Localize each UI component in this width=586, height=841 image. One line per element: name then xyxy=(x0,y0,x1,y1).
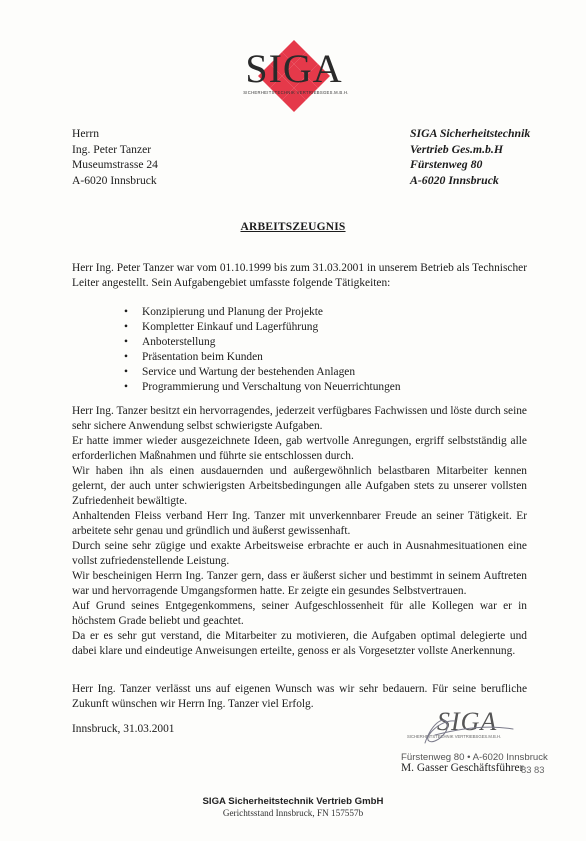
closing-paragraph: Herr Ing. Tanzer verlässt uns auf eigenen Wunsch was wir sehr bedauern. Für seine berufliche Zukunft wünschen wir Herrn Ing. Tanzer viel Erfolg. xyxy=(72,683,527,710)
duty-text: Konzipierung und Planung der Projekte xyxy=(142,306,323,318)
evaluation-paragraph: Er hatte immer wieder ausgezeichnete Ideen, gab wertvolle Anregungen, ergriff selbstständig alle erforderlichen Maßnahmen und führte sie entschlossen durch. xyxy=(72,435,527,462)
stamp-tagline: SICHERHEITSTECHNIK VERTRIEBSGES.M.B.H. xyxy=(407,734,502,739)
duty-text: Service und Wartung der bestehenden Anlagen xyxy=(142,366,356,379)
stamp-logo: SIGA xyxy=(437,707,498,736)
stamp-address: Fürstenweg 80 • A-6020 Innsbruck xyxy=(401,752,548,763)
recipient-line: A-6020 Innsbruck xyxy=(72,173,157,187)
evaluation-paragraph: Auf Grund seines Entgegenkommens, seiner Aufgeschlossenheit für alle Kollegen war er in höchstem Grade beliebt und geachtet. xyxy=(72,600,527,627)
duty-text: Präsentation beim Kunden xyxy=(142,351,263,364)
evaluation-paragraph: Durch seine sehr zügige und exakte Arbeitsweise erbrachte er auch in Ausnahmesituationen eine vollst zufriedenstellende Leistung. xyxy=(72,540,527,567)
duties-list xyxy=(120,305,401,396)
duty-item xyxy=(120,380,401,395)
bullet-icon: • xyxy=(124,381,128,394)
duty-item xyxy=(120,305,401,320)
evaluation-text xyxy=(72,404,527,659)
document-title: ARBEITSZEUGNIS xyxy=(240,221,346,233)
recipient-address xyxy=(72,126,158,188)
logo-wordmark: SIGA xyxy=(245,46,343,91)
evaluation-paragraph: Da er es sehr gut verstand, die Mitarbeiter zu motivieren, die Aufgaben optimal delegierte und dabei klare und eindeutige Anweisungen erteilte, genoss er als Vorgesetzter vollste Anerkennung. xyxy=(72,630,527,657)
sender-line: Fürstenweg 80 xyxy=(410,157,483,172)
duty-item xyxy=(120,320,401,335)
evaluation-paragraph: Anhaltenden Fleiss verband Herr Ing. Tanzer mit unverkennbarer Freude an seiner Tätigkeit. Er arbeitete sehr genau und gründlich und äußerst gewissenhaft. xyxy=(72,510,527,537)
signatory-name: M. Gasser Geschäftsführer xyxy=(401,762,524,774)
bullet-icon: • xyxy=(124,351,128,364)
duty-item xyxy=(120,365,401,380)
recipient-line: Museumstrasse 24 xyxy=(72,158,158,172)
sender-line: Vertrieb Ges.m.b.H xyxy=(410,141,504,156)
footer-court-registry: Gerichtsstand Innsbruck, FN 157557b xyxy=(222,808,364,818)
footer-company: SIGA Sicherheitstechnik Vertrieb GmbH xyxy=(202,796,384,807)
handwritten-signature xyxy=(395,705,555,785)
duty-text: Kompletter Einkauf und Lagerführung xyxy=(142,321,319,334)
duty-text: Anboterstellung xyxy=(142,336,216,349)
recipient-line: Ing. Peter Tanzer xyxy=(72,142,152,156)
company-stamp xyxy=(395,705,555,785)
place-date: Innsbruck, 31.03.2001 xyxy=(72,723,175,735)
evaluation-paragraph: Wir haben ihn als einen ausdauernden und außergewöhnlich belastbaren Mitarbeiter kennen gelernt, der auch unter schwierigsten Arbeitsbedingungen alle Aufgaben stets zu unserer vollsten Zufriedenheit bewältigte. xyxy=(72,465,527,507)
siga-logo xyxy=(234,40,354,120)
recipient-line: Herrn xyxy=(72,127,100,140)
sender-line: A-6020 Innsbruck xyxy=(410,172,499,187)
evaluation-paragraph: Wir bescheinigen Herrn Ing. Tanzer gern, dass er äußerst sicher und bestimmt in seinem Auftreten war und hervorragende Umgangsformen hatte. Er zeigte ein gesundes Selbstvertrauen. xyxy=(72,570,527,597)
bullet-icon: • xyxy=(124,366,128,379)
bullet-icon: • xyxy=(124,321,128,334)
bullet-icon: • xyxy=(124,336,128,349)
duty-text: Programmierung und Verschaltung von Neuerrichtungen xyxy=(142,381,401,394)
stamp-phone: 83 83 xyxy=(521,764,545,775)
sender-line: SIGA Sicherheitstechnik xyxy=(410,126,531,140)
logo-tagline: SICHERHEITSTECHNIK VERTRIEBSGES.M.B.H. xyxy=(243,90,349,95)
bullet-icon: • xyxy=(124,306,128,318)
letter-footer xyxy=(0,796,586,818)
sender-address xyxy=(410,126,530,188)
evaluation-paragraph: Herr Ing. Tanzer besitzt ein hervorragendes, jederzeit verfügbares Fachwissen und löste durch seine sehr sichere Anwendung selbst schwierigste Aufgaben. xyxy=(72,405,527,432)
duty-item xyxy=(120,350,401,365)
intro-paragraph: Herr Ing. Peter Tanzer war vom 01.10.1999 bis zum 31.03.2001 in unserem Betrieb als Technischer Leiter angestellt. Sein Aufgabengebiet umfasste folgende Tätigkeiten: xyxy=(72,262,527,289)
duty-item xyxy=(120,335,401,350)
